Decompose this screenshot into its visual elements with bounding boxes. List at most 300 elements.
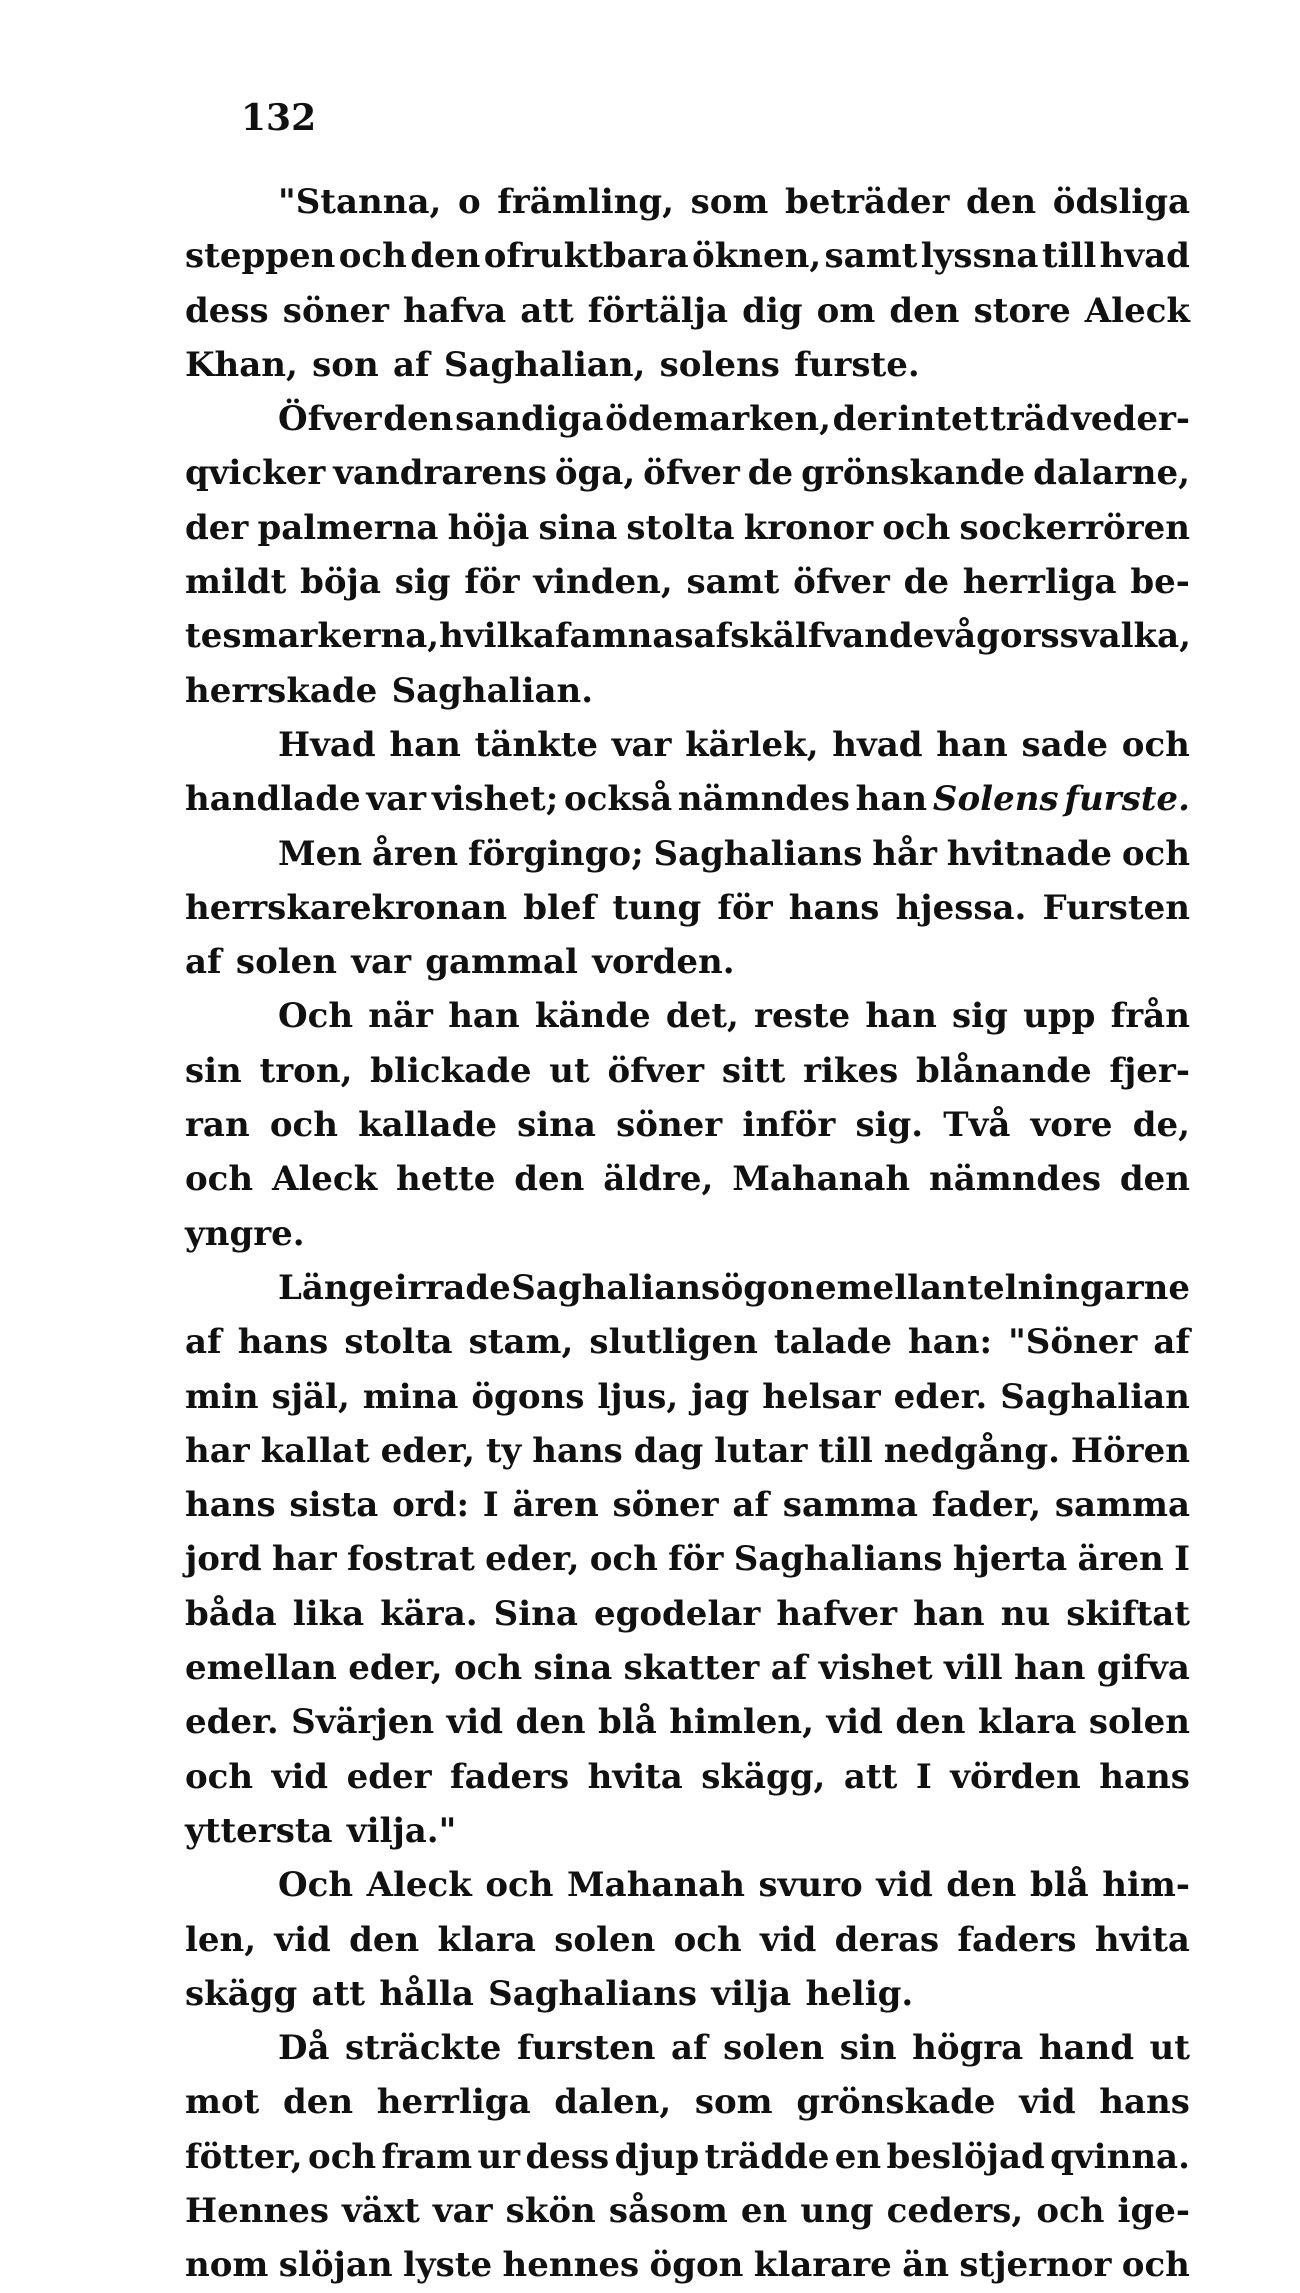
word: furste. (1064, 779, 1190, 820)
word: solen (235, 942, 338, 983)
word: åren (371, 833, 459, 874)
text-line (185, 2184, 1190, 2238)
word: vore (1030, 1105, 1113, 1146)
text-line (185, 718, 1190, 772)
text-line (185, 609, 1190, 663)
word: som (694, 2082, 773, 2123)
word: öknen, (692, 236, 822, 277)
word: mina (362, 1376, 459, 1417)
word: vilja (711, 1973, 792, 2014)
word: djup (614, 2136, 700, 2177)
word: upp (1023, 996, 1096, 1037)
word: o (457, 182, 481, 222)
word: af (392, 344, 430, 385)
word: stolta (626, 507, 735, 548)
word: den (349, 1919, 420, 1960)
word: dalen, (554, 2082, 672, 2123)
word: den (515, 1702, 586, 1743)
word: eder. (893, 1376, 988, 1417)
word: tron, (259, 1050, 353, 1091)
word: han (1013, 1648, 1086, 1689)
word: talade (773, 1322, 892, 1363)
word: mot (185, 2082, 260, 2123)
text-line (185, 1913, 1190, 1967)
word: öga, (554, 453, 636, 494)
word: fjer- (1109, 1050, 1190, 1091)
word: förgingo; (468, 833, 644, 874)
word: för (668, 1539, 724, 1580)
word: hvad (832, 724, 923, 765)
text-line (185, 1750, 1190, 1804)
word: gammal (425, 942, 578, 983)
word: len, (185, 1919, 257, 1960)
word: "Stanna, (278, 182, 442, 222)
word: veder- (1071, 399, 1190, 440)
word: hvad (1099, 236, 1190, 277)
word: och (185, 1159, 254, 1200)
word: skön (505, 2190, 596, 2231)
word: att (311, 1973, 365, 2014)
word: "Söner (1008, 1322, 1138, 1363)
word: af (693, 616, 731, 657)
text-line (185, 935, 1190, 989)
text-line (185, 1261, 1190, 1315)
word: var (432, 2190, 493, 2231)
word: till (1041, 236, 1097, 277)
word: hans (532, 1430, 623, 1471)
text-line (185, 501, 1190, 555)
word: skälfvande (730, 616, 935, 657)
word: rikes (803, 1050, 899, 1091)
word: stam, (468, 1322, 574, 1363)
word: yttersta (185, 1810, 333, 1851)
word: himlen, (669, 1702, 814, 1743)
text-line (185, 1641, 1190, 1695)
word: jord (185, 1539, 262, 1580)
word: och (338, 236, 407, 277)
word: hvita (1094, 1919, 1190, 1960)
word: herrliga (376, 2082, 531, 2123)
word: hålla (379, 1973, 474, 2014)
word: sig (394, 562, 451, 603)
word: Och (278, 996, 354, 1037)
word: tung (612, 887, 702, 928)
word: och (1121, 2245, 1190, 2286)
word: hvita (587, 1756, 683, 1797)
text-line (185, 664, 1190, 718)
word: den (946, 1865, 1017, 1906)
word: fostrat (346, 1539, 475, 1580)
word: ige- (1117, 2190, 1190, 2231)
word: tänkte (474, 724, 598, 765)
word: egodelar (593, 1593, 761, 1634)
word: öfver (643, 453, 740, 494)
word: solen (1088, 1702, 1190, 1743)
word: ut (549, 1050, 590, 1091)
word: blickade (370, 1050, 532, 1091)
word: skiftat (1066, 1593, 1190, 1634)
word: ceders, (886, 2190, 1024, 2231)
word: den (283, 2082, 354, 2123)
word: också (564, 779, 673, 820)
word: hjessa. (895, 887, 1027, 928)
word: sig (952, 996, 1008, 1037)
word: yngre. (185, 1213, 305, 1254)
text-line (185, 1967, 1190, 2021)
word: faders (957, 1919, 1077, 1960)
word: kronor (743, 507, 874, 548)
word: var (611, 724, 672, 765)
word: än (902, 2245, 949, 2286)
word: Hvad (278, 724, 376, 765)
text-line (185, 555, 1190, 609)
word: från (1110, 996, 1190, 1037)
word: Solens (932, 779, 1059, 820)
word: Saghalians (511, 1267, 721, 1308)
word: sig. (855, 1105, 924, 1146)
word: hette (396, 1159, 496, 1200)
word: eder, (348, 1648, 443, 1689)
text-line (185, 446, 1190, 500)
word: herrskade (185, 670, 378, 711)
word: nom (185, 2245, 269, 2286)
word: och (485, 1865, 554, 1906)
word: söner (616, 1105, 723, 1146)
word: han (936, 724, 1008, 765)
word: Öfver (278, 399, 382, 440)
word: främling, (497, 182, 674, 222)
word: vandrarens (333, 453, 547, 494)
word: stjernor (959, 2245, 1112, 2286)
text-line (185, 1370, 1190, 1424)
word: son (312, 344, 379, 385)
word: ären (512, 1485, 599, 1526)
word: den (889, 290, 960, 331)
word: eder. (185, 1702, 279, 1743)
word: som (690, 182, 769, 222)
word: hennes (502, 2245, 640, 2286)
word: vid (826, 1702, 883, 1743)
word: mildt (185, 562, 287, 603)
word: kände (534, 996, 651, 1037)
word: han: (908, 1322, 993, 1363)
text-line (185, 1478, 1190, 1532)
word: grönskade (796, 2082, 996, 2123)
word: deras (834, 1919, 940, 1960)
word: helsar (762, 1376, 881, 1417)
word: vishet (818, 1648, 933, 1689)
word: trädde (704, 2136, 830, 2177)
word: ur (477, 2136, 521, 2177)
word: det, (665, 996, 739, 1037)
text-line (185, 2075, 1190, 2129)
word: af (185, 1322, 222, 1363)
word: skägg (185, 1973, 298, 2014)
word: ögon (720, 1267, 815, 1308)
word: ögon (649, 2245, 744, 2286)
word: reste (754, 996, 851, 1037)
word: ofruktbara (483, 236, 689, 277)
word: Saghalians (488, 1973, 697, 2014)
word: eder, (485, 1539, 580, 1580)
word: sträckte (345, 2028, 502, 2069)
word: de (747, 453, 794, 494)
word: palmerna (257, 507, 439, 548)
word: ord: (392, 1485, 470, 1526)
word: ödemarken, (605, 399, 831, 440)
word: Hören (1070, 1430, 1190, 1471)
word: var (351, 942, 411, 983)
text-line (185, 1532, 1190, 1586)
word: Saghalian (1000, 1376, 1190, 1417)
word: sin (185, 1050, 242, 1091)
word: qvinna. (1050, 2136, 1190, 2177)
word: fötter, (185, 2136, 303, 2177)
word: vishet; (431, 779, 559, 820)
text-line (185, 2130, 1190, 2184)
word: famnas (555, 616, 694, 657)
word: sitt (721, 1050, 786, 1091)
word: de, (1132, 1105, 1190, 1146)
word: sandiga (455, 399, 604, 440)
word: svalka, (1059, 616, 1191, 657)
word: vilja." (346, 1810, 457, 1851)
word: skatter (623, 1648, 760, 1689)
word: grönskande (801, 453, 1026, 494)
word: Aleck (366, 1865, 472, 1906)
word: såsom (608, 2190, 728, 2231)
word: skägg, (701, 1756, 826, 1797)
word: träd (990, 399, 1070, 440)
text-line (185, 338, 1190, 392)
word: solen (554, 1919, 656, 1960)
text-line (185, 1695, 1190, 1749)
text-line (185, 1152, 1190, 1206)
word: och (1121, 724, 1190, 765)
word: söner (282, 290, 389, 331)
word: vid (274, 1919, 331, 1960)
word: båda (185, 1593, 277, 1634)
word: Men (278, 833, 362, 874)
word: blå (598, 1702, 657, 1743)
word: den (514, 1159, 585, 1200)
word: faders (450, 1756, 570, 1797)
word: ung (800, 2190, 874, 2231)
word: fursten (516, 2028, 656, 2069)
word: beslöjad (886, 2136, 1045, 2177)
word: lutar (714, 1430, 808, 1471)
word: eder (346, 1756, 432, 1797)
word: him- (1102, 1865, 1190, 1906)
word: dig (742, 290, 803, 331)
word: ödsliga (1052, 182, 1190, 222)
word: der (185, 507, 249, 548)
word: sina (538, 507, 618, 548)
word: hans (1099, 1756, 1190, 1797)
word: slutligen (589, 1322, 758, 1363)
text-line (185, 1804, 1190, 1858)
text-line (185, 2238, 1190, 2292)
word: har (271, 1539, 337, 1580)
word: hår (872, 833, 937, 874)
word: och (453, 1648, 523, 1689)
word: Saghalian, (443, 344, 646, 385)
word: och (185, 1756, 254, 1797)
text-line (185, 2021, 1190, 2075)
word: Två (943, 1105, 1011, 1146)
word: blånande (916, 1050, 1092, 1091)
text-line (185, 827, 1190, 881)
word: inför (742, 1105, 836, 1146)
word: qvicker (185, 453, 326, 494)
word: Aleck (271, 1159, 378, 1200)
word: Saghalians (653, 833, 863, 874)
text-line (185, 229, 1190, 283)
word: af (732, 1485, 770, 1526)
word: vågors (934, 616, 1060, 657)
word: och (673, 1919, 742, 1960)
word: öfver (607, 1050, 705, 1091)
word: ögons (471, 1376, 585, 1417)
word: blef (523, 887, 597, 928)
word: höja (447, 507, 530, 548)
word: af (185, 942, 222, 983)
word: nämndes (677, 779, 850, 820)
word: vid (446, 1702, 503, 1743)
word: der (832, 399, 896, 440)
word: för (464, 562, 520, 603)
word: har (185, 1430, 250, 1471)
word: vinden, (533, 562, 673, 603)
word: själ, (271, 1376, 350, 1417)
word: tesmarkerna, (185, 616, 440, 657)
word: helig. (805, 1973, 914, 2014)
word: kallade (358, 1105, 497, 1146)
page-number: 132 (241, 97, 317, 139)
word: fader, (931, 1485, 1042, 1526)
word: handlade (185, 779, 361, 820)
word: Saghalians (733, 1539, 943, 1580)
word: samma (1054, 1485, 1190, 1526)
word: söner (612, 1485, 719, 1526)
text-line (185, 1207, 1190, 1261)
word: hafva (402, 290, 507, 331)
word: ty (485, 1430, 522, 1471)
word: af (670, 2028, 708, 2069)
word: dess (185, 290, 269, 331)
word: vid (876, 1865, 933, 1906)
word: högra (912, 2028, 1024, 2069)
word: svuro (758, 1865, 863, 1906)
word: jag (691, 1376, 750, 1417)
word: vörden (950, 1756, 1081, 1797)
word: lyste (402, 2245, 493, 2286)
word: och (1036, 2190, 1105, 2231)
word: klarare (753, 2245, 892, 2286)
word: hvitnade (946, 833, 1113, 874)
word: blå (1029, 1865, 1089, 1906)
word: intet (897, 399, 989, 440)
word: Mahanah (732, 1159, 911, 1200)
word: hvilka (439, 616, 555, 657)
word: den (966, 182, 1037, 222)
word: eder, (380, 1430, 475, 1471)
word: om (816, 290, 876, 331)
text-line (185, 1858, 1190, 1912)
word: ut (1149, 2028, 1190, 2069)
word: Länge (278, 1267, 395, 1308)
word: Mahanah (567, 1865, 745, 1906)
word: emellan (814, 1267, 967, 1308)
word: telningarne (967, 1267, 1190, 1308)
word: sockerrören (959, 507, 1190, 548)
word: dess (525, 2136, 610, 2177)
word: hans (788, 887, 880, 928)
word: store (973, 290, 1071, 331)
word: en (740, 2190, 788, 2231)
word: en (834, 2136, 882, 2177)
word: den (383, 399, 454, 440)
text-line (185, 1424, 1190, 1478)
word: lika (292, 1593, 365, 1634)
word: dag (633, 1430, 704, 1471)
word: hjerta (952, 1539, 1068, 1580)
word: klara (977, 1702, 1077, 1743)
word: I (1174, 1539, 1190, 1580)
word: Aleck (1084, 290, 1190, 331)
word: nu (1000, 1593, 1051, 1634)
word: vid (759, 1919, 817, 1960)
word: klara (437, 1919, 536, 1960)
word: vid (271, 1756, 329, 1797)
word: gifva (1096, 1648, 1190, 1689)
word: den (1119, 1159, 1190, 1200)
word: samma (782, 1485, 918, 1526)
word: han (913, 1593, 985, 1634)
word: steppen (185, 236, 336, 277)
word: irrade (394, 1267, 511, 1308)
word: var (366, 779, 427, 820)
word: emellan (185, 1648, 337, 1689)
word: kallat (260, 1430, 370, 1471)
word: Svärjen (291, 1702, 435, 1743)
word: ären (1077, 1539, 1164, 1580)
word: växt (342, 2190, 420, 2231)
word: och (589, 1539, 658, 1580)
word: nedgång. (883, 1430, 1060, 1471)
word: när (368, 996, 433, 1037)
word: Khan, (185, 344, 298, 385)
word: och (882, 507, 951, 548)
word: hans (185, 1485, 276, 1526)
word: och (308, 2136, 377, 2177)
word: han (448, 996, 520, 1037)
word: samt (686, 562, 780, 603)
word: ljus, (597, 1376, 679, 1417)
word: af (1153, 1322, 1190, 1363)
word: kärlek, (685, 724, 819, 765)
word: hans (1099, 2082, 1190, 2123)
word: solens (659, 344, 780, 385)
word: kära. (380, 1593, 478, 1634)
text-line (185, 1315, 1190, 1369)
word: samt (824, 236, 918, 277)
word: hand (1038, 2028, 1134, 2069)
text-line (185, 1587, 1190, 1641)
word: vorden. (592, 942, 735, 983)
word: att (843, 1756, 898, 1797)
word: herrskarekronan (185, 887, 508, 928)
